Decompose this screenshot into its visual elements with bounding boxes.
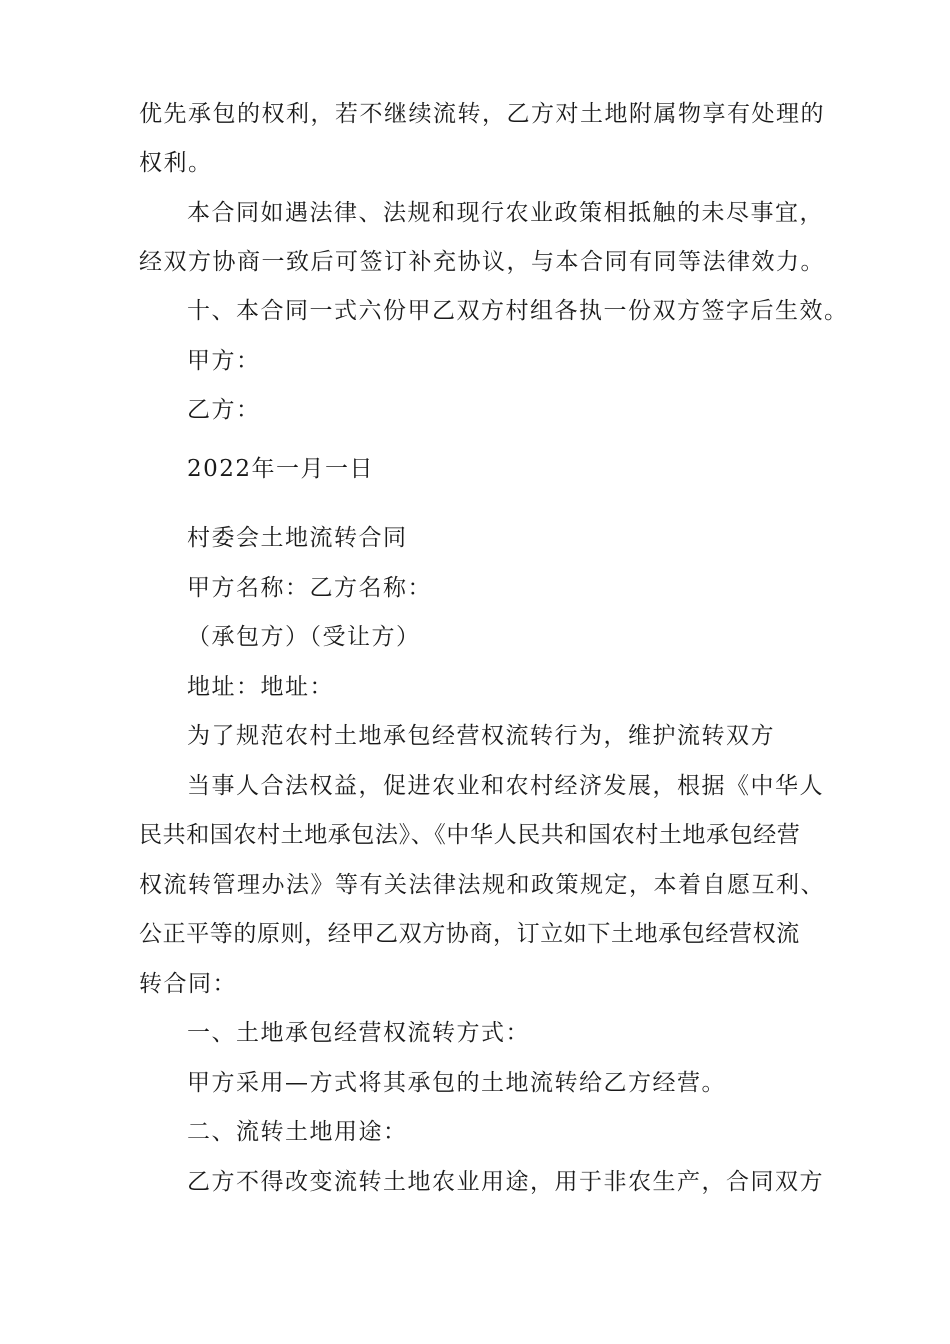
text-line-2: 权利。	[139, 150, 213, 176]
text-line-17: 公正平等的原则，经甲乙双方协商，订立如下土地承包经营权流	[139, 921, 800, 947]
text-line-4: 经双方协商一致后可签订补充协议，与本合同有同等法律效力。	[139, 249, 825, 275]
signature-party-a: 甲方：	[187, 348, 261, 374]
text-line-20: 甲方采用—方式将其承包的土地流转给乙方经营。	[187, 1070, 726, 1096]
party-names: 甲方名称：乙方名称：	[187, 575, 432, 601]
text-line-13: 为了规范农村土地承包经营权流转行为，维护流转双方	[187, 723, 775, 749]
text-line-15: 民共和国农村土地承包法》、《中华人民共和国农村土地承包经营	[139, 822, 801, 848]
signature-date: 2022年一月一日	[187, 456, 375, 482]
text-line-3: 本合同如遇法律、法规和现行农业政策相抵触的未尽事宜，	[187, 200, 824, 226]
clause-heading-1: 一、土地承包经营权流转方式：	[187, 1020, 530, 1046]
text-line-18: 转合同：	[139, 971, 237, 997]
text-line-22: 乙方不得改变流转土地农业用途，用于非农生产，合同双方	[187, 1169, 824, 1195]
section-title: 村委会土地流转合同	[187, 525, 408, 551]
text-line-16: 权流转管理办法》等有关法律法规和政策规定，本着自愿互利、	[139, 872, 825, 898]
party-addresses: 地址：地址：	[187, 674, 334, 700]
text-line-1: 优先承包的权利，若不继续流转，乙方对土地附属物享有处理的	[139, 101, 825, 127]
text-line-14: 当事人合法权益，促进农业和农村经济发展，根据《中华人	[187, 773, 824, 799]
party-roles: （承包方）（受让方）	[187, 624, 421, 650]
text-line-5: 十、本合同一式六份甲乙双方村组各执一份双方签字后生效。	[187, 298, 849, 324]
signature-party-b: 乙方：	[187, 397, 261, 423]
clause-heading-2: 二、流转土地用途：	[187, 1119, 408, 1145]
